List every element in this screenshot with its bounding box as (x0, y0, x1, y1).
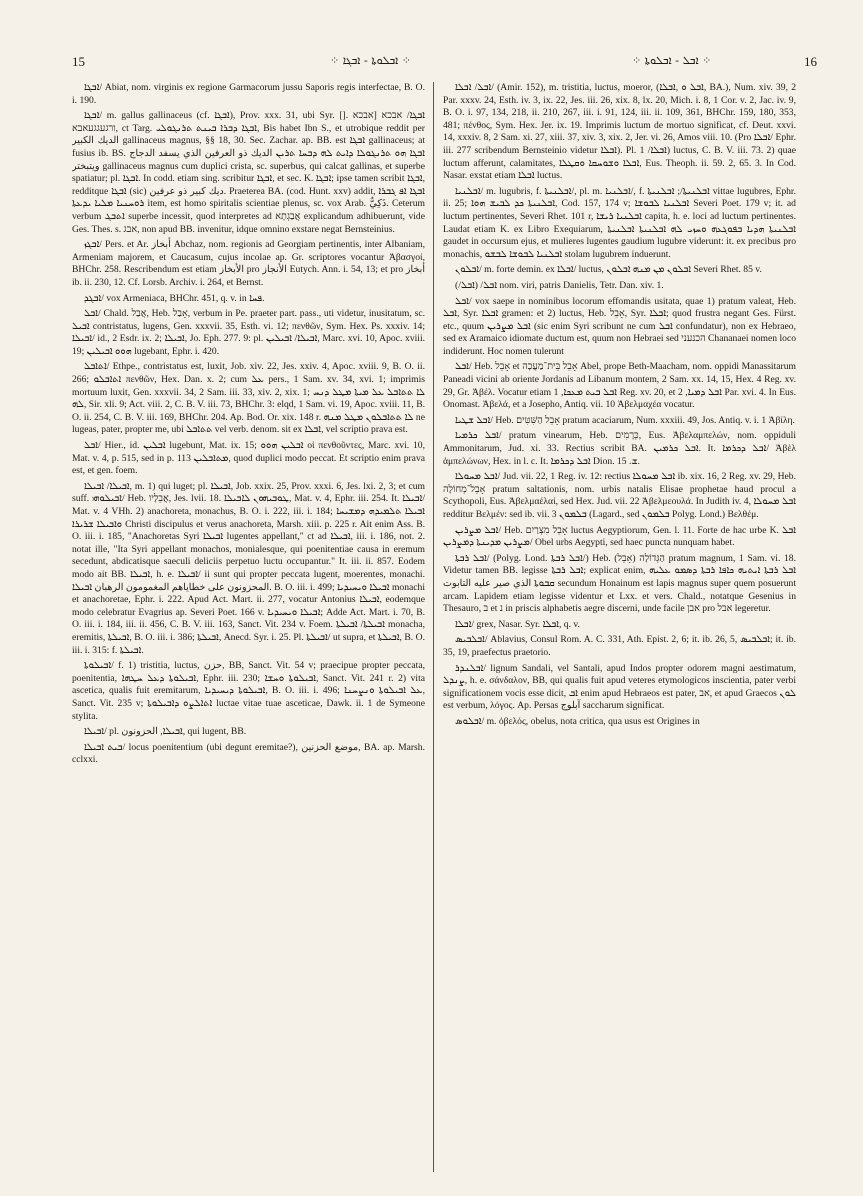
page-number-right: 16 (804, 54, 817, 69)
dictionary-entry: ܐܒܠ ܟܪܡܝܐ/ pratum vinearum, Heb. כְּרָמִים, Eus. Ἀβελαμπελών, nom. oppiduli Ammonitarum, Jud. xi. 33. Rectius scribit BA. ܐܒܠ ܟܪܡܝܢ. It. ܐܒܠ ܕܟܪܡܐ/ Ἀβὲλ ἀμπελώνων, Hex. in l. c. It. ܐܒܠ ܕܟܪܡܐ Dion. ܫ. 15. (443, 430, 796, 467)
dictionary-entry: ܐܒܝܠܘܬܐ/ f. 1) tristitia, luctus, حزن, BB, Sanct. Vit. 54 v; praecipue propter peccata, poenitentia, ܐܒܝܠܘܬܐ ܕܥܠ ܚܛܗܐ, Ephr. iii. 230; ܐܒܝܠܘܬܐ ܘܚܫܐ, Sanct. Vit. 241 r. 2) vita ascetica, qualis fuit eremitarum, ܐܒܝܠܘܬܐ ܕܝܚܝܕܝܐ, B. O. iii. i. 496; ܥܠ ܐܒܝܠܘܬܐ ܘܢܨܚܢܐ, Sanct. Vit. 235 v; ܐܬܐܠܨܘ ܕܐܒܝܠܘܬܐ luctae vitae tuae asceticae, Dawk. ii. 1 de Symeone stylita. (72, 660, 425, 722)
dictionary-entry: ܐܒܠ ܫܛܝܐ/ Heb. אָבֵל הַשִּׁטִּים pratum acaciarum, Num. xxxiii. 49, Jos. Antiq. v. i. 1 Ἀβίλη. (455, 414, 795, 426)
dictionary-entry: ܐܒܠ/ Hier., id. ܐܒܠܝܢ lugebunt, Mat. ix. 15; ܐܒܠܝܢ ܗܘܘ οἱ πενθοῦντες, Marc. xvi. 10, Mat. v. 4, p. 515, sed in p. 113 ܡܬܐܒܠܝܢ, quod duplici modo peccat. Et scriptio enim prava est, et gen. foem. (72, 440, 425, 477)
dictionary-entry: ܐܒܠܐ/ grex, Nasar. Syr. ܐܒܠܐ, q. v. (455, 618, 580, 630)
dictionary-entry: ܐܒܠ/ ܐܒܠܐ/ (Amir. 152), m. tristitia, luctus, moeror, (ܐܒܠ ܘ ,ܐܒܠܐ, BA.), Num. xiv. 39, 2 Par. xxxv. 24, Esth. iv. 3, ix. 22, Jes. iii. 26, xix. 8, lx. 20, Mich. i. 8, 1 Cor. v. 2, Jac. iv. 9, B. O. i. 97, 134, 218, ii. 210, 267, iii. i. 91, 124, iii. ii. 109, 361, BHChr. 159, 180, 353, 481; πένθος, Sym. Hex. Jer. ix. 19. Imprimis luctum de mortuo significat, cf. Deut. xxvi. 14, xxxiv. 8, 2 Sam. xi. 27, xiii. 37, xiv. 3, xix. 2, Jer. vi. 26, Amos viii. 10. (Pro ܐܒܠܐ/ Ephr. iii. 277 scribendum Bernsteinio videtur ܐܒܠܐ). Pl. ܐܒܠܐ/ 1) luctus, C. B. V. iii. 73. 2) quae luctum afferunt, calamitates, ܐܒܠܐ ܘܫܘܚܩܐ ܘܩܛܠܐ, Eus. Theoph. ii. 59. 2, 65. 3. In Cod. Nasar. exstat etiam ܐܒܠܐ luctus. (443, 82, 796, 182)
dictionary-entry: ܐܒܠ/ Heb. אָבֵל et אָבֵל בֵּית־מַעֲכָה Abel, prope Beth-Maacham, nom. oppidi Manassitarum Paneadi vicini ab oriente Jordanis ad Libanum montem, 2 Sam. xx. 14, 15, Hex. 4 Reg. xv. 29, Gr. Ἀβέλ. Vocatur etiam ܐܒܠ ܒܝܬ ܡܥܟܐ, 1 Reg. xv. 20, et ܐܒܠ ܕܡܝܐ, 2 Par. xvi. 4. In Eus. Onomast. Ἀβελά, et a Josepho, Antiq. vii. 10 Ἀβελμαχέα vocatur. (443, 361, 796, 411)
dictionary-entry: ܐܒܠܢܕܪ/ lignum Sandali, vel Santali, apud Indos propter odorem magni aestimatum, ܨܢܕܠ, h. e. σάνδαλον, BB, qui qualis fuit apud veteres etymologicos inscientia, pater verbi significationem vocis esse dicit, ܐܒ enim apud Hebraeos est pater, אב, et apud Graecos ܠܘܢ est verbum, λόγος. Ap. Persas آبلوج saccharum significat. (443, 662, 796, 712)
dictionary-entry: ܐܒܓܐ/ m. gallus gallinaceus (cf. ܐܒܓܐ), Prov. xxx. 31, ubi Syr. ܐܒܓܐ/ אבכא [אבכא .[] ורגעגגעאבא, ct Targ. ܐܒܓܐ ܕܒܪܐ ܒܝܢܬ ܬܪܢܓܘܠܝ, Bis habet Ibn S., et utrobique reddit per الديك الكبير gallinaceus magnus, §§ 18, 30. Sec. Zachar. ap. BB. est ܐܒܓܐ gallinaceus; at fusius ib. BS. ܐܒܓܐ ܗܘ ܬܪܢܓܘܠܐ ܕܐܝܬ ܠܗ ܕܒܚܐ ܬܪܝܢ الديك ذو العرفين الذي يسفد الدجاج ويتبختر gallinaceus magnus cum duplici crista, sc. superbus, qui calcat gallinas, et superbe spatiatur; pl. ܐܒܓܐ. In codd. etiam sing. scribitur ܐܒܓܐ, et sec. K. ܐܒܓܐ; ipse tamen scribit ܐܒܓܐ, redditque ܐܒܓܐ (sic) ديك كبير ذو عرفين. Praeterea BA. (cod. Hunt. xxv) addit, ܐܒܓܐ ܐܦ ܓܒܪܐ ܪܘܚܢܝܐ ܡܠܝܐ ܝܕܥܬܐ item, est homo spiritalis scientiae plenus, sc. vox Arab. ذَكِيٌّ. Ceterum verbum ܐܬܒܓ superbe incessit, quod interpretes ad אֲבַגְתָא explicandum adhibuerunt, vide Ges. Thes. s. אבג, non apud BB. invenitur, idque omnino exstare negat Bernsteinius. (72, 110, 425, 235)
dictionary-entry: ܐܒܠ ܡܚܘܠܐ/ Jud. vii. 22, 1 Reg. iv. 12: rectius ܐܒܠ ܡܚܘܠܐ ib. xix. 16, 2 Reg. xv. 29, Heb. אָבֵל־מְחוֹלָה pratum saltationis, nom. urbis natalis Elisae prophetae haud procul a Scythopoli, Eus. Ἀβελμαέλαί, sed Hex. Jud. vii. 22 Ἀβελμεουλά. In Judith iv. 4, ܐܒܠ ܡܚܘܠܐ redditur Βελμέν: sed ib. vii. 3 ܒܠܡܘܢ (Lagard., sed ܒܠܡܘܢ Polyg. Lond.) Βελθέμ. (443, 471, 796, 520)
page-number-left: 15 (72, 54, 85, 69)
dictionary-entry: ܐܒܠ ܪܒܬܐ/ (Polyg. Lond. ܐܒܠ ܪܒܬܐ/) Heb. (אָבֵל) הַגְּדוֹלָה pratum magnum, 1 Sam. vi. 18. Videtur tamen BB. legisse ܐܒܠ ܪܒܬܐ; explicat enim, ܐܒܠ ܪܒܬܐ ܐܝܬܝܗ ܟܐܦܐ ܪܒܬܐ ܕܣܡܘ ܥܠܝܗ ܩܒܘܬܐ الذي صير عليه التابوت secundum Honainum est lapis magnus super quem posuerunt arcam. Lapidem etiam legisse videntur et Lxx. et vers. Chald., notatque Gesenius in Thesauro, ב et נ in priscis alphabetis aegre discerni, unde facile אבן pro אבל legeretur. (443, 552, 796, 615)
dictionary-entry: ܐܒܠ/ Chald. אֲבַל, Heb. אָבַל, verbum in Pe. praeter part. pass., uti videtur, inusitatum, sc. ܐܒܝܠ contristatus, lugens, Gen. xxxvii. 35, Esth. vi. 12; πενθῶν, Sym. Hex. Ps. xxxiv. 14; ܐܒܝܠܐ/ id., 2 Esdr. ix. 2; ܐܒܝܠܐ, Jo. Eph. 277. 9: pl. ܐܒܝܠܐ/ ܐܒܝܠܝܢ, Marc. xvi. 10, Apoc. xviii. 19; ܗܘܘ ܐܒܝܠܝܢ lugebant, Ephr. i. 420. (72, 308, 425, 357)
column-divider (433, 82, 434, 1172)
page-header (72, 54, 817, 72)
dictionary-entry: ܐܒܠܘܣ/ m. ὀβελός, obelus, nota critica, qua usus est Origines in (455, 715, 700, 727)
right-column (443, 82, 796, 732)
dictionary-entry: ܐܒܠ ܡܨܪܝܢ/ Heb. אָבֵל מִצְרַיִם luctus Aegyptiorum, Gen. l. 11. Forte de hac urbe K. ܐܒܠ ܡܨܪܝܢ ܡܕܝܢܬܐ ܕܡܨܪܝܢ/ Obel urbs Aegypti, sed haec puncta nunquam habet. (443, 524, 796, 549)
dictionary-entry: ܐܒܓܕ/ vox Armeniaca, BHChr. 451, q. v. in ܦܚܐ. (84, 292, 265, 304)
dictionary-entry: ܐܒܠ/ vox saepe in nominibus locorum effomandis usitata, quae 1) pratum valeat, Heb. ܐܒܠ, Syr. ܐܒܠܐ gramen: et 2) luctus, Heb. אָבֵל, Syr. ܐܒܠܐ; quod frustra negant Ges. Fürst. etc., quum ܐܒܠ ܡܨܪܝܢ (sic enim Syri scribunt ne cum ܐܒܠ confundatur), non ex Hebraeo, sed ex Aramaico idiomate ductum est, quum non Hebraei sed הכנעני Chananaei nomen loco indiderunt. Hoc nomen tulerunt (443, 295, 796, 357)
dictionary-entry: ܒܝܬ ܐܒܝܠܐ/ locus poenitentium (ubi degunt eremitae?), موضع الحزنين, BA. ap. Marsh. cclxxi. (72, 741, 425, 766)
dictionary-entry: ܐܬܐܒܠ/ Ethpe., contristatus est, luxit, Job. xiv. 22, Jes. xxiv. 4, Apoc. xviii. 9, B. O. ii. 266; ܐܬܐܒܠܘ πενθῶν, Hex. Dan. x. 2; cum ܥܠ pers., 1 Sam. xv. 34, xvi. 1; imprimis mortuum luxit, Gen. xxxvii. 34, 2 Sam. iii. 33, xiv. 2, xix. 1; ܠܐ ܬܬܐܒܠ ܥܠ ܡܝܬܐ ܡܛܠ ܕܢܚ ܠܗ, Sir. xli. 9; Act. viii. 2, C. B. V. iii. 73, BHChr. 3: elqd, 1 Sam. vi. 19, Apoc. xviii. 11, B. O. ii. 254, C. B. V. iii. 169, BHChr. 204. Ap. Bod. Or. xix. 148 r. ܠܐ ܬܬܐܒܠܘܢ ܡܛܠ ܡܢܗ ne lugeas, pater, propter me, ubi ܬܬܐܒܠ vel verb. denom. sit ex ܐܒܠܐ, vel scriptio prava est. (72, 361, 425, 436)
running-head-right: ⁘ ܐܒܠ - ܐܒܠܘܬܐ ⁘ (632, 54, 712, 67)
text-columns (72, 82, 817, 1166)
dictionary-entry: ܐܒܠܘܢ/ m. forte demin. ex ܐܒܠܐ/ luctus, ܐܒܠܘܢ ܡܢ ܡܢܗ ܐܒܠܘܢ Severi Rhet. 85 v. (455, 264, 762, 276)
dictionary-entry: ܐܒܓܐ/ Abiat, nom. virginis ex regione Garmacorum jussu Saporis regis interfectae, B. O. i. 190. (72, 82, 425, 106)
dictionary-entry: ܐܒܝܠܐ/ ܐܒܝܠܐ, m. 1) qui luget; pl. ܐܒܝܠܐ, Job. xxix. 25, Prov. xxxi. 6, Jes. lxi. 2, 3; et cum suff. ܐܒܝܠܘܗܝ/ Heb. אֲבֵלָיו, Jes. lvii. 18. ܛܘܒܝܗܘܢ ܠܐܒܝܠܐ, Mat. v. 4, Ephr. iii. 254. It. ܐܒܝܠܐ/ Mat. v. 4 VHh. 2) anachoreta, monachus, B. O. i. 222, iii. i. 184; ܐܒܝܠܐ ܬܠܡܝܕܗ ܕܡܫܝܚܐ ܘܐܒܝܠܐ ܫܪܝܪܐ Christi discipulus et verus anachoreta, Marsh. xiii. p. 225 r. Ait enim Ass. B. O. iii. i. 185, "Anachoretas Syri ܐܒܝܠܐ lugentes appellant," ct ad ܐܒܝܠܐ, iii. i. 186, not. 2. notat ille, "Ita Syri appellant monachos, monialesque, qui poenitentiae causa in eremum secedunt, abdicatisque saeculi deliciis perpetuo luctu occupantur." It. iii. ii. 857. Eodem modo ait BB. ܐܒܝܠܐ, h. e. ܐܒܝܠܐ/ ii sunt qui propter peccata lugent, moerentes, monachi. المحزونون على خطاياهم المغمومون الرهبان ܐܒܝܠܐ. B. O. iii. i. 499; ܐܒܝܠܐ ܘܝܚܝܕܝܐ monachi et anachoretae, Ephr. i. 222. Apud Act. Mart. ii. 277, vocatur Antonius ܐܒܝܠܐ, eodemque modo celebratur Evagrius ap. Severi Poet. 166 v. ܐܒܝܠܐ ܘܝܚܝܕܝܐ; Adde Act. Mart. i. 70, B. O. iii. i. 184, iii. ii. 456, C. B. V. iii. 163, Sanct. Vit. 234 v. Foem. ܐܒܝܠܬܐ/ ܐܒܝܠܬܐ monacha, eremitis, ܐܒܝܠܬܐ, B. O. iii. i. 386; ܐܒܝܠܬܐ, Anecd. Syr. i. 25. Pl. ܐܒܝܠܬܐ/ ut supra, et ܐܒܝܠܬܐ, B. O. iii. i. 315: f. ܐܒܝܠܬܐ. (72, 480, 425, 656)
running-head-left: ⁘ ܐܒܠܘܬܐ - ܐܒܓܐ ⁘ (330, 54, 411, 67)
dictionary-entry: ܐܒܠ/ (ܐܒܠ/) nom. viri, patris Danielis, Tetr. Dan. xiv. 1. (455, 279, 664, 291)
dictionary-entry: ܐܒܝܠܐ/ pl. ܐܒܝܠܐ, الحزونون, qui lugent, BB. (84, 726, 247, 738)
dictionary-entry: ܐܒܠܢܝܐ/ m. lugubris, f. ܐܒܠܢܝܬܐ/, pl. m. ܐܒܠܢܝܐ/, f. ܐܒܠܢܝܬܐ/; ܐܒܠܢܝܬܐ vittae lugubres, Ephr. ii. 25; ܐܒܠܢܝܬܐ ܟܕ ܠܒܝܫ ܗܘܐ, Cod. 157, 174 v; ܐܒܠܢܝܐ ܠܒܘܫܐ Severi Poet. 179 v; it. ad luctum pertinentes, Severi Rhet. 101 r, ܐܒܠܢܝܐ ܪܝܫܐ capita, h. e. loci ad luctum pertinentes. Laudat etiam K. ex Libro Exequiarum, ܐܒܠܢܝܬܐ ܗܕܝܐ ܒܦܘܓܥܗ ܘܚܙܝ ܠܗ ܐܒܠܢܝܬܐ ܐܒܠܢܝܬܐ gaudet in occursum ejus, et mulieres lugentes gaudium lugubre viderunt: it. ex precibus pro monachis, ܐܒܠܢܝܐ ܠܒܘܫܐ ܠܒܫܘ stolam lugubrem induerunt. (443, 185, 796, 260)
dictionary-entry: ܐܒܠܒܝܣ/ Ablavius, Consul Rom. A. C. 331, Ath. Epist. 2, 6; it. ib. 26, 5, ܐܒܠܒܝܣ; it. ib. 35, 19, praefectus praetorio. (443, 634, 796, 658)
dictionary-entry: ܐܒܓܙ/ Pers. et Ar. أبخاز Abchaz, nom. regionis ad Georgiam pertinentis, inter Albaniam, Armeniam majorem, et Caucasum, cujus incolae ap. Gr. scriptores vocantur Ἀβασγοί, BHChr. 258. Rescribendum est etiam الأبخاز pro الأنجاز Eutych. Ann. i. 54, 13; et pro أبخاز ib. ii. 230, 12. Cf. Lorsb. Archiv. i. 264, et Bernst. (72, 239, 425, 288)
left-column (72, 82, 425, 770)
